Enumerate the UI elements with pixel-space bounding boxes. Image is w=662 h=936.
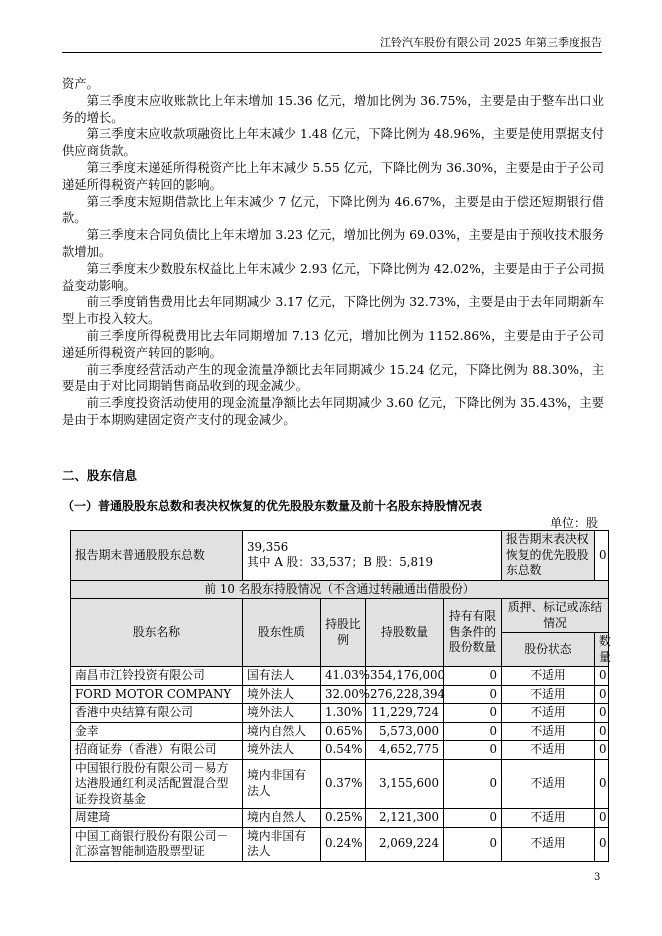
col-header-pledge-quantity: 数量 [595, 633, 609, 667]
holding-ratio: 0.65% [321, 722, 366, 741]
pledge-status: 不适用 [502, 722, 595, 741]
body-paragraph: 前三季度投资活动使用的现金流量净额比去年同期减少 3.60 亿元，下降比例为 35.43%，主要是由于本期购建固定资产支付的现金减少。 [62, 396, 604, 427]
table-row [71, 704, 609, 723]
common-total-value: 39,356 [247, 539, 289, 554]
holding-ratio: 1.30% [321, 704, 366, 723]
holding-ratio: 0.24% [321, 827, 366, 861]
shareholder-name: 金幸 [71, 722, 243, 741]
preferred-total-value: 0 [595, 531, 609, 581]
pledge-status: 不适用 [502, 685, 595, 704]
col-header-nature: 股东性质 [243, 599, 321, 667]
shareholder-name: FORD MOTOR COMPANY [71, 685, 243, 704]
shareholder-nature: 境内自然人 [243, 809, 321, 828]
pledged-quantity: 0 [595, 759, 609, 809]
common-breakdown: 其中 A 股：33,537；B 股：5,819 [247, 555, 434, 570]
preferred-total-label: 报告期末表决权恢复的优先股股东总数 [502, 531, 595, 581]
table-row [71, 722, 609, 741]
body-paragraph: 第三季度末应收款项融资比上年末减少 1.48 亿元，下降比例为 48.96%，主要是使用票据支付供应商货款。 [62, 127, 604, 159]
body-paragraph: 第三季度末递延所得税资产比上年末减少 5.55 亿元，下降比例为 36.30%，主要是由于子公司递延所得税资产转回的影响。 [62, 160, 604, 192]
holding-quantity: 3,155,600 [366, 759, 444, 809]
table-row [71, 759, 609, 809]
col-header-restricted: 持有有限售条件的股份数量 [444, 599, 502, 667]
section-title: 二、股东信息 [62, 468, 138, 483]
subsection-title: （一）普通股股东总数和表决权恢复的优先股股东数量及前十名股东持股情况表 [62, 499, 483, 513]
body-paragraph: 第三季度末短期借款比上年末减少 7 亿元，下降比例为 46.67%，主要是由于偿还短期银行借款。 [62, 194, 604, 226]
restricted-quantity: 0 [444, 809, 502, 828]
shareholder-nature: 境外法人 [243, 741, 321, 760]
restricted-quantity: 0 [444, 667, 502, 686]
holding-quantity: 2,121,300 [366, 809, 444, 828]
common-total-cell [243, 531, 502, 581]
pledge-status: 不适用 [502, 809, 595, 828]
holding-ratio: 0.54% [321, 741, 366, 760]
shareholder-nature: 境外法人 [243, 704, 321, 723]
pledge-status: 不适用 [502, 759, 595, 809]
body-paragraph: 前三季度销售费用比去年同期减少 3.17 亿元，下降比例为 32.73%，主要是由于去年同期新车型上市投入较大。 [62, 295, 604, 327]
col-header-ratio: 持股比例 [321, 599, 366, 667]
col-header-pledge-status: 股份状态 [502, 633, 595, 667]
page-header [62, 36, 602, 53]
restricted-quantity: 0 [444, 704, 502, 723]
shareholder-table [70, 530, 609, 862]
report-title: 江铃汽车股份有限公司 2025 年第三季度报告 [380, 36, 602, 49]
header-row [71, 599, 609, 633]
restricted-quantity: 0 [444, 759, 502, 809]
unit-label: 单位：股 [549, 516, 598, 530]
restricted-quantity: 0 [444, 741, 502, 760]
shareholder-nature: 境内非国有法人 [243, 827, 321, 861]
summary-row [71, 531, 609, 581]
restricted-quantity: 0 [444, 827, 502, 861]
holding-ratio: 0.37% [321, 759, 366, 809]
table-row [71, 741, 609, 760]
shareholder-name: 招商证券（香港）有限公司 [71, 741, 243, 760]
pledge-status: 不适用 [502, 667, 595, 686]
pledged-quantity: 0 [595, 704, 609, 723]
body-paragraph: 第三季度末合同负债比上年末增加 3.23 亿元，增加比例为 69.03%，主要是由于预收技术服务款增加。 [62, 228, 604, 259]
col-header-name: 股东名称 [71, 599, 243, 667]
top10-caption: 前 10 名股东持股情况（不含通过转融通出借股份） [71, 580, 609, 599]
pledged-quantity: 0 [595, 667, 609, 686]
holding-quantity: 276,228,394 [366, 685, 444, 704]
pledged-quantity: 0 [595, 809, 609, 828]
analysis-text [62, 76, 604, 429]
holding-quantity: 2,069,224 [366, 827, 444, 861]
shareholder-nature: 国有法人 [243, 667, 321, 686]
pledged-quantity: 0 [595, 685, 609, 704]
holding-ratio: 32.00% [321, 685, 366, 704]
common-total-label: 报告期末普通股股东总数 [71, 531, 243, 581]
shareholder-nature: 境内自然人 [243, 722, 321, 741]
table-row [71, 667, 609, 686]
holding-ratio: 0.25% [321, 809, 366, 828]
holding-quantity: 11,229,724 [366, 704, 444, 723]
holding-quantity: 5,573,000 [366, 722, 444, 741]
pledged-quantity: 0 [595, 722, 609, 741]
shareholder-nature: 境内非国有法人 [243, 759, 321, 809]
shareholder-name: 中国银行股份有限公司－易方达港股通红利灵活配置混合型证券投资基金 [71, 759, 243, 809]
restricted-quantity: 0 [444, 685, 502, 704]
col-header-pledge-group: 质押、标记或冻结情况 [502, 599, 609, 633]
pledge-status: 不适用 [502, 741, 595, 760]
table-row [71, 685, 609, 704]
pledge-status: 不适用 [502, 704, 595, 723]
pledged-quantity: 0 [595, 741, 609, 760]
body-paragraph: 前三季度经营活动产生的现金流量净额比去年同期减少 15.24 亿元，下降比例为 88.30%，主要是由于对比同期销售商品收到的现金减少。 [62, 362, 604, 394]
page-number: 3 [594, 872, 601, 883]
shareholder-name: 南昌市江铃投资有限公司 [71, 667, 243, 686]
body-paragraph: 资产。 [62, 77, 99, 91]
shareholder-name: 周建琦 [71, 809, 243, 828]
pledged-quantity: 0 [595, 827, 609, 861]
caption-row [71, 580, 609, 599]
pledge-status: 不适用 [502, 827, 595, 861]
table-row [71, 827, 609, 861]
body-paragraph: 第三季度末应收账款比上年末增加 15.36 亿元，增加比例为 36.75%，主要是由于整车出口业务的增长。 [62, 93, 604, 125]
shareholder-name: 中国工商银行股份有限公司－汇添富智能制造股票型证 [71, 827, 243, 861]
body-paragraph: 前三季度所得税费用比去年同期增加 7.13 亿元，增加比例为 1152.86%，主要是由于子公司递延所得税资产转回的影响。 [62, 328, 604, 360]
shareholder-name: 香港中央结算有限公司 [71, 704, 243, 723]
restricted-quantity: 0 [444, 722, 502, 741]
holding-quantity: 354,176,000 [366, 667, 444, 686]
body-paragraph: 第三季度末少数股东权益比上年末减少 2.93 亿元，下降比例为 42.02%，主要是由于子公司损益变动影响。 [62, 261, 604, 293]
col-header-quantity: 持股数量 [366, 599, 444, 667]
shareholder-nature: 境外法人 [243, 685, 321, 704]
holding-quantity: 4,652,775 [366, 741, 444, 760]
table-row [71, 809, 609, 828]
holding-ratio: 41.03% [321, 667, 366, 686]
